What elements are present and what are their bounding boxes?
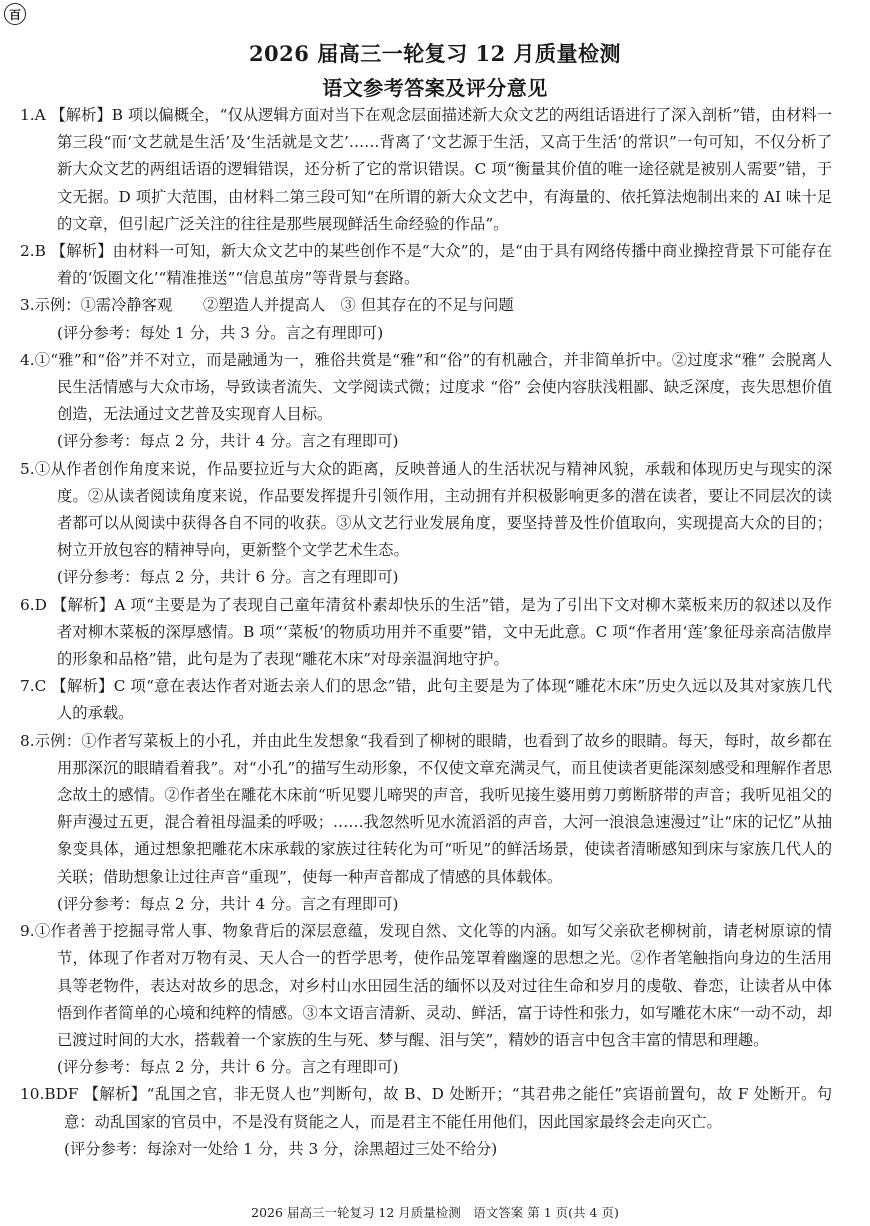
scoring-note-10: (评分参考：每涂对一处给 1 分，共 3 分，涂黑超过三处不给分)	[64, 1139, 498, 1158]
answer-item-2: 2.B 【解析】由材料一可知，新大众文艺中的某些创作不是“大众”的，是“由于具有网络传播中商业操控背景下可能存在着的‘饭圈文化’“精准推送”“信息茧房”等背景与套路。	[20, 242, 832, 288]
answer-item-1: 1.A 【解析】B 项以偏概全，“仅从逻辑方面对当下在观念层面描述新大众文艺的两组话语进行了深入剖析”错，由材料一第三段“而‘文艺就是生活’及‘生活就是文艺’……背离了‘文艺源于生活，又高于生活’的常识”一句可知，不仅分析了新大众文艺的两组话语的逻辑错误，还分析了它的常识错误。C 项“衡量其价值的唯一途径就是被别人需要”错，于文无据。D 项扩大范围，由材料二第三段可知“在所谓的新大众文艺中，有海量的、依托算法炮制出来的 AI 味十足的文章，但引起广泛关注的往往是那些展现鲜活生命经验的作品”。	[20, 106, 832, 233]
page-footer: 2026 届高三一轮复习 12 月质量检测 语文答案 第 1 页(共 4 页)	[251, 1205, 619, 1220]
answer-item-4: 4.①“雅”和“俗”并不对立，而是融通为一，雅俗共赏是“雅”和“俗”的有机融合，并非简单折中。②过度求“雅” 会脱离人民生活情感与大众市场，导致读者流失、文学阅读式微；过度求 “俗” 会使内容肤浅粗鄙、缺乏深度，丧失思想价值创造，无法通过文艺普及实现育人目标。	[20, 350, 832, 424]
scoring-note-5: (评分参考：每点 2 分，共计 6 分。言之有理即可)	[57, 568, 399, 587]
answer-item-5: 5.①从作者创作角度来说，作品要拉近与大众的距离，反映普通人的生活状况与精神风貌，承载和体现历史与现实的深度。②从读者阅读角度来说，作品要发挥提升引领作用，主动拥有并积极影响更多的潜在读者，要让不同层次的读者都可以从阅读中获得各自不同的收获。③从文艺行业发展角度，要坚持普及性价值取向，实现提高大众的目的；树立开放包容的精神导向，更新整个文学艺术生态。	[20, 459, 832, 560]
answer-list	[20, 102, 832, 1163]
answer-item-3: 3.示例：①需冷静客观 ②塑造人并提高人 ③ 但其存在的不足与问题	[20, 296, 514, 315]
page-subtitle: 语文参考答案及评分意见	[322, 76, 548, 100]
answer-item-10: 10.BDF 【解析】“乱国之官，非无贤人也”判断句，故 B、D 处断开；“其君弗之能任”宾语前置句，故 F 处断开。句意：动乱国家的官员中，不是没有贤能之人，而是君主不能任用他们，因此国家最终会走向灭亡。	[20, 1085, 832, 1131]
answer-item-8: 8.示例：①作者写菜板上的小孔，并由此生发想象“我看到了柳树的眼睛，也看到了故乡的眼睛。每天，每时，故乡都在用那深沉的眼睛看着我”。对“小孔”的描写生动形象，不仅使文章充满灵气，而且使读者更能深刻感受和理解作者思念故土的感情。②作者坐在雕花木床前“听见婴儿啼哭的声音，我听见接生婆用剪刀剪断脐带的声音；我听见祖父的鼾声漫过五更，混合着祖母温柔的呼吸；……我忽然听见水流滔滔的声音，大河一浪浪急速漫过”让“床的记忆”从抽象变具体，通过想象把雕花木床承载的家族过往转化为可“听见”的鲜活场景，使读者清晰感知到床与家族几代人的关联；借助想象让过往声音“重现”，使每一种声音都成了情感的具体载体。	[20, 731, 832, 886]
scoring-note-3: (评分参考：每处 1 分，共 3 分。言之有理即可)	[57, 323, 384, 342]
scoring-note-9: (评分参考：每点 2 分，共计 6 分。言之有理即可)	[57, 1058, 399, 1077]
page-title: 2026 届高三一轮复习 12 月质量检测	[248, 41, 622, 66]
answer-item-9: 9.①作者善于挖掘寻常人事、物象背后的深层意蕴，发现自然、文化等的内涵。如写父亲砍老柳树前，请老树原谅的情节，体现了作者对万物有灵、天人合一的哲学思考，使作品笼罩着幽邃的思想之光。②作者笔触指向身边的生活用具等老物件，表达对故乡的思念，对乡村山水田园生活的缅怀以及对过往生命和岁月的虔敬、眷恋，让读者从中体悟到作者简单的心境和纯粹的情感。③本文语言清新、灵动、鲜活，富于诗性和张力，如写雕花木床“一动不动，却已渡过时间的大水，搭载着一个家族的生与死、梦与醒、泪与笑”，精妙的语言中包含丰富的情思和理趣。	[20, 922, 832, 1049]
scoring-note-8: (评分参考：每点 2 分，共计 4 分。言之有理即可)	[57, 894, 399, 913]
answer-item-7: 7.C 【解析】C 项“意在表达作者对逝去亲人们的思念”错，此句主要是为了体现“雕花木床”历史久远以及其对家族几代人的承载。	[20, 677, 832, 723]
scoring-note-4: (评分参考：每点 2 分，共计 4 分。言之有理即可)	[57, 432, 399, 451]
page-badge-icon: 百	[4, 3, 26, 25]
answer-item-6: 6.D 【解析】A 项“主要是为了表现自己童年清贫朴素却快乐的生活”错，是为了引出下文对柳木菜板来历的叙述以及作者对柳木菜板的深厚感情。B 项“‘菜板’的物质功用并不重要”错，文中无此意。C 项“作者用‘莲’象征母亲高洁傲岸的形象和品格”错，此句是为了表现“雕花木床”对母亲温润地守护。	[20, 595, 832, 669]
